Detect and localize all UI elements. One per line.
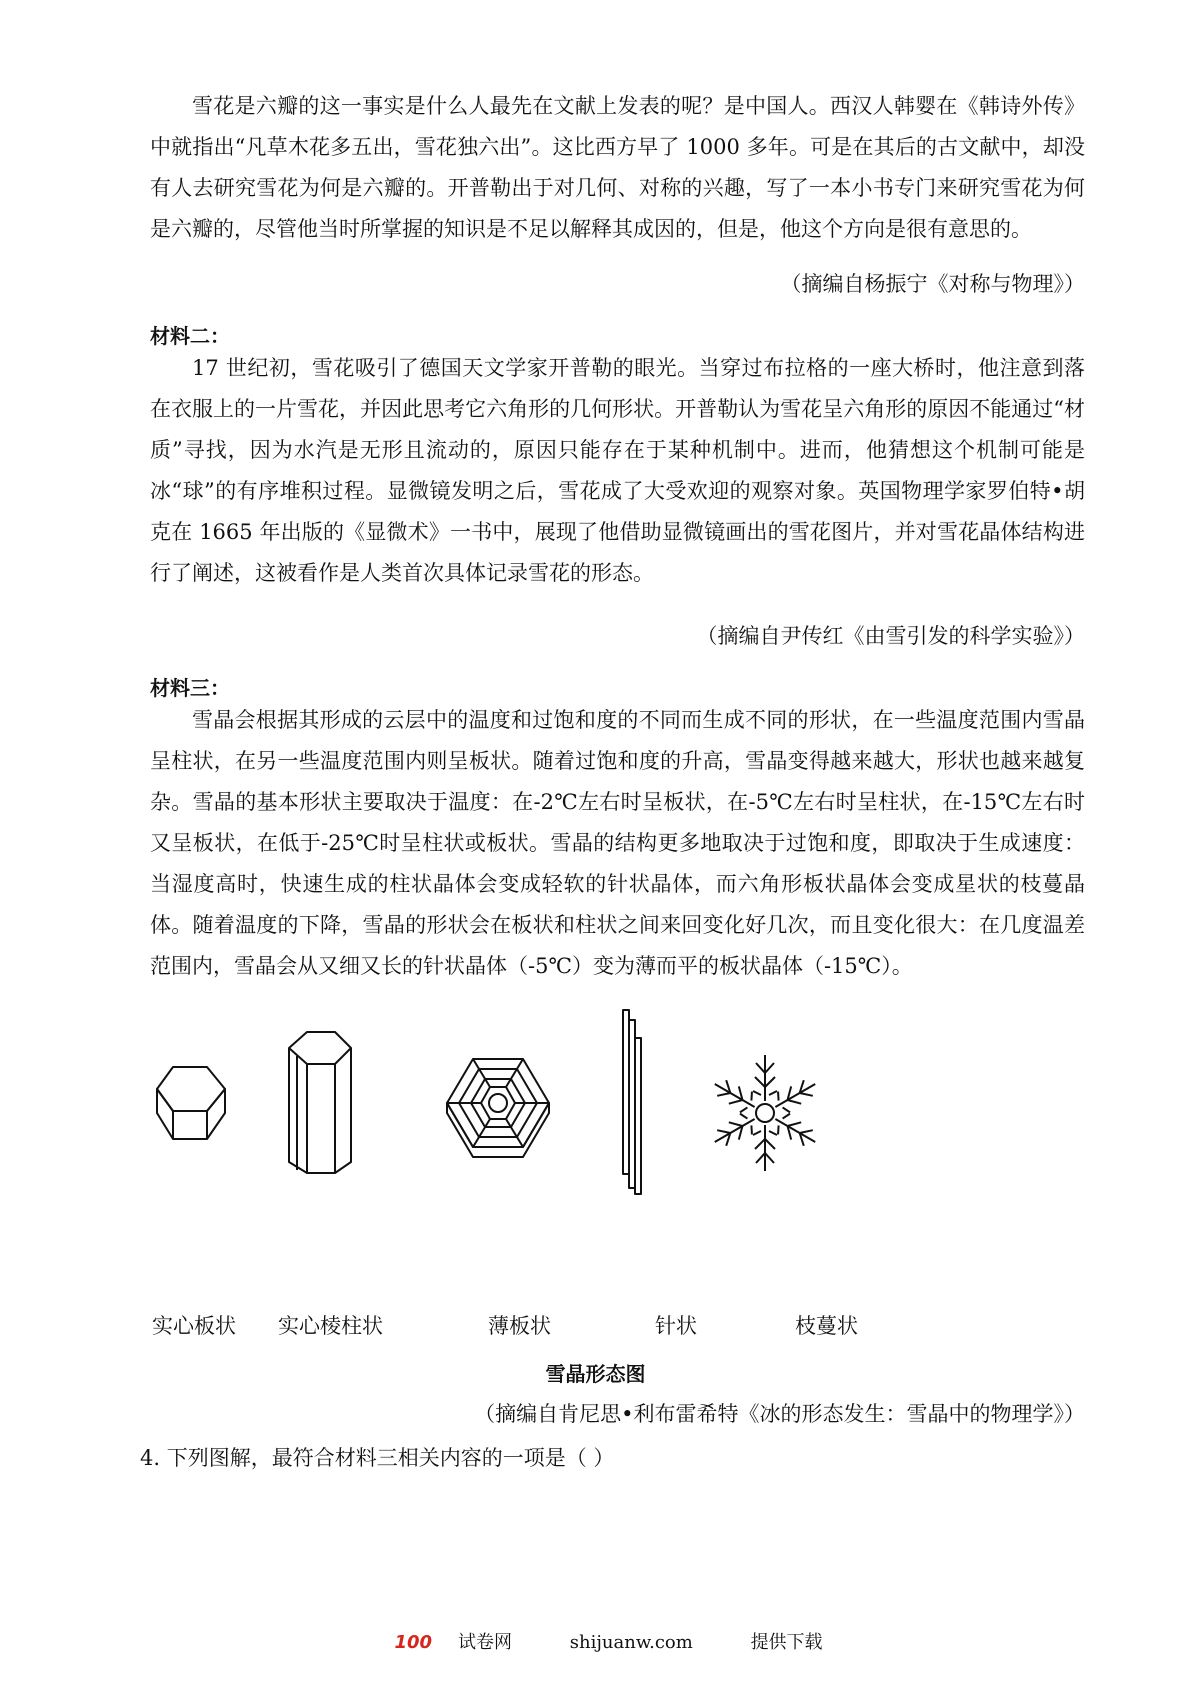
caption-dendrite: 枝蔓状	[795, 1314, 858, 1338]
logo-text: 试卷网	[458, 1632, 513, 1653]
footer-logo	[368, 1632, 512, 1653]
material2-source: （摘编自尹传红《由雪引发的科学实验》）	[696, 624, 1085, 648]
caption-thin-plate: 薄板状	[488, 1314, 551, 1338]
caption-needle: 针状	[655, 1314, 697, 1338]
material2-heading: 材料二：	[150, 324, 230, 348]
material1-paragraph: 雪花是六瓣的这一事实是什么人最先在文献上发表的呢？是中国人。西汉人韩婴在《韩诗外传》中就指出“凡草木花多五出，雪花独六出”。这比西方早了 1000 多年。可是在其后的古文献中，却没有人去研究雪花为何是六瓣的。开普勒出于对几何、对称的兴趣，写了一本小书专门来研究雪花为何是六瓣的，尽管他当时所掌握的知识是不足以解释其成因的，但是，他这个方向是很有意思的。	[150, 94, 1085, 241]
question-4: 4. 下列图解，最符合材料三相关内容的一项是（ ）	[140, 1446, 615, 1470]
logo-number: 100	[394, 1632, 433, 1653]
needle-crystal-icon	[615, 1008, 655, 1198]
material2-paragraph: 17 世纪初，雪花吸引了德国天文学家开普勒的眼光。当穿过布拉格的一座大桥时，他注意到落在衣服上的一片雪花，并因此思考它六角形的几何形状。开普勒认为雪花呈六角形的原因不能通过“材质”寻找，因为水汽是无形且流动的，原因只能存在于某种机制中。进而，他猜想这个机制可能是冰“球”的有序堆积过程。显微镜发明之后，雪花成了大受欢迎的观察对象。英国物理学家罗伯特•胡克在 1665 年出版的《显微术》一书中，展现了他借助显微镜画出的雪花图片，并对雪花晶体结构进行了阐述，这被看作是人类首次具体记录雪花的形态。	[150, 356, 1085, 585]
caption-solid-prism: 实心棱柱状	[278, 1314, 383, 1338]
solid-plate-crystal-icon	[155, 1065, 235, 1145]
solid-prism-crystal-icon	[285, 1030, 355, 1175]
page-footer	[0, 1628, 1191, 1654]
caption-solid-plate: 实心板状	[152, 1314, 236, 1338]
material1-source: （摘编自杨振宁《对称与物理》）	[780, 272, 1085, 296]
thin-plate-crystal-icon	[443, 1055, 553, 1165]
material3-heading: 材料三：	[150, 676, 230, 700]
footer-note: 提供下载	[750, 1632, 823, 1653]
dendrite-crystal-icon	[700, 1048, 830, 1178]
material3-source: （摘编自肯尼思•利布雷希特《冰的形态发生：雪晶中的物理学》）	[474, 1402, 1085, 1426]
material3-paragraph: 雪晶会根据其形成的云层中的温度和过饱和度的不同而生成不同的形状，在一些温度范围内雪晶呈柱状，在另一些温度范围内则呈板状。随着过饱和度的升高，雪晶变得越来越大，形状也越来越复杂。雪晶的基本形状主要取决于温度：在-2℃左右时呈板状，在-5℃左右时呈柱状，在-15℃左右时又呈板状，在低于-25℃时呈柱状或板状。雪晶的结构更多地取决于过饱和度，即取决于生成速度：当湿度高时，快速生成的柱状晶体会变成轻软的针状晶体，而六角形板状晶体会变成星状的枝蔓晶体。随着温度的下降，雪晶的形状会在板状和柱状之间来回变化好几次，而且变化很大：在几度温差范围内，雪晶会从又细又长的针状晶体（-5℃）变为薄而平的板状晶体（-15℃）。	[150, 708, 1085, 978]
figure-title: 雪晶形态图	[545, 1362, 646, 1386]
footer-site[interactable]: shijuanw.com	[569, 1632, 693, 1653]
